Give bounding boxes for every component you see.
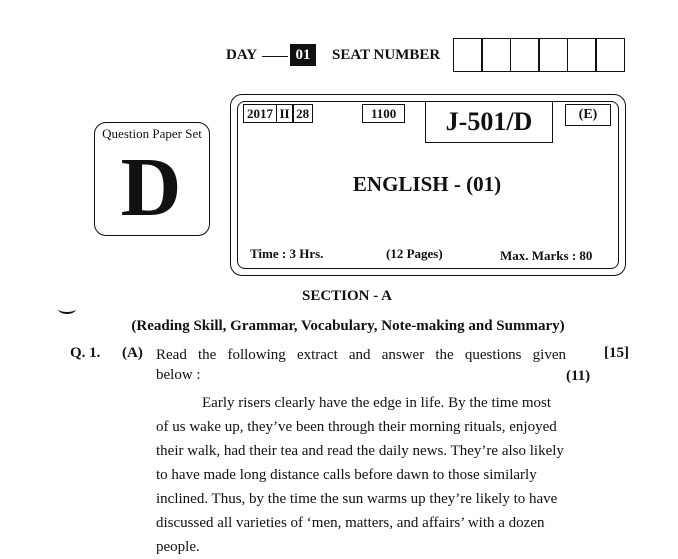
day-divider [262, 56, 288, 57]
seat-number-box[interactable] [538, 38, 568, 72]
code-year: 2017 [243, 104, 277, 123]
seat-number-label: SEAT NUMBER [332, 47, 441, 63]
question-text-line1: Read the following extract and answer the questions given [156, 347, 566, 363]
paper-code: J-501/D [425, 101, 553, 143]
passage-line: discussed all varieties of ‘men, matters, and affairs’ with a dozen [156, 515, 545, 531]
passage-line: inclined. Thus, by the time the sun warms up they’re likely to have [156, 491, 558, 507]
passage-line: people. [156, 539, 200, 555]
seat-number-box[interactable] [481, 38, 511, 72]
passage-line: to have made long distance calls before dawn to those similarly [156, 467, 537, 483]
section-title: SECTION - A [301, 288, 393, 304]
code-center: 1100 [362, 104, 405, 123]
day-number: 01 [290, 44, 316, 66]
reading-passage [156, 391, 564, 559]
question-part-marks: (11) [566, 368, 591, 384]
language-code: (E) [565, 104, 611, 126]
paper-code-cells [243, 104, 312, 123]
pen-mark [58, 304, 76, 314]
code-number: 28 [292, 104, 313, 123]
seat-number-box[interactable] [567, 38, 597, 72]
seat-number-box[interactable] [510, 38, 540, 72]
passage-line: of us wake up, they’ve been through their morning rituals, enjoyed [156, 419, 557, 435]
passage-line: their walk, had their tea and read the daily news. They’re also likely [156, 443, 564, 459]
seat-number-box[interactable] [595, 38, 625, 72]
section-subtitle: (Reading Skill, Grammar, Vocabulary, Note-making and Summary) [131, 318, 565, 334]
code-term: II [276, 104, 294, 123]
day-label: DAY [226, 47, 258, 63]
question-part: (A) [122, 345, 143, 361]
question-total-marks: [15] [604, 345, 629, 361]
page-count: (12 Pages) [386, 246, 443, 261]
passage-line: Early risers clearly have the edge in life. By the time most [202, 395, 552, 411]
seat-number-box[interactable] [453, 38, 483, 72]
exam-time: Time : 3 Hrs. [250, 246, 324, 261]
max-marks: Max. Marks : 80 [500, 248, 593, 263]
question-text-line2: below : [156, 367, 201, 383]
question-paper-set-label: Question Paper Set [102, 126, 202, 141]
seat-number-boxes [454, 38, 625, 72]
question-paper-set-letter: D [120, 141, 182, 234]
question-number: Q. 1. [70, 345, 101, 361]
subject-title: ENGLISH - (01) [352, 172, 502, 196]
